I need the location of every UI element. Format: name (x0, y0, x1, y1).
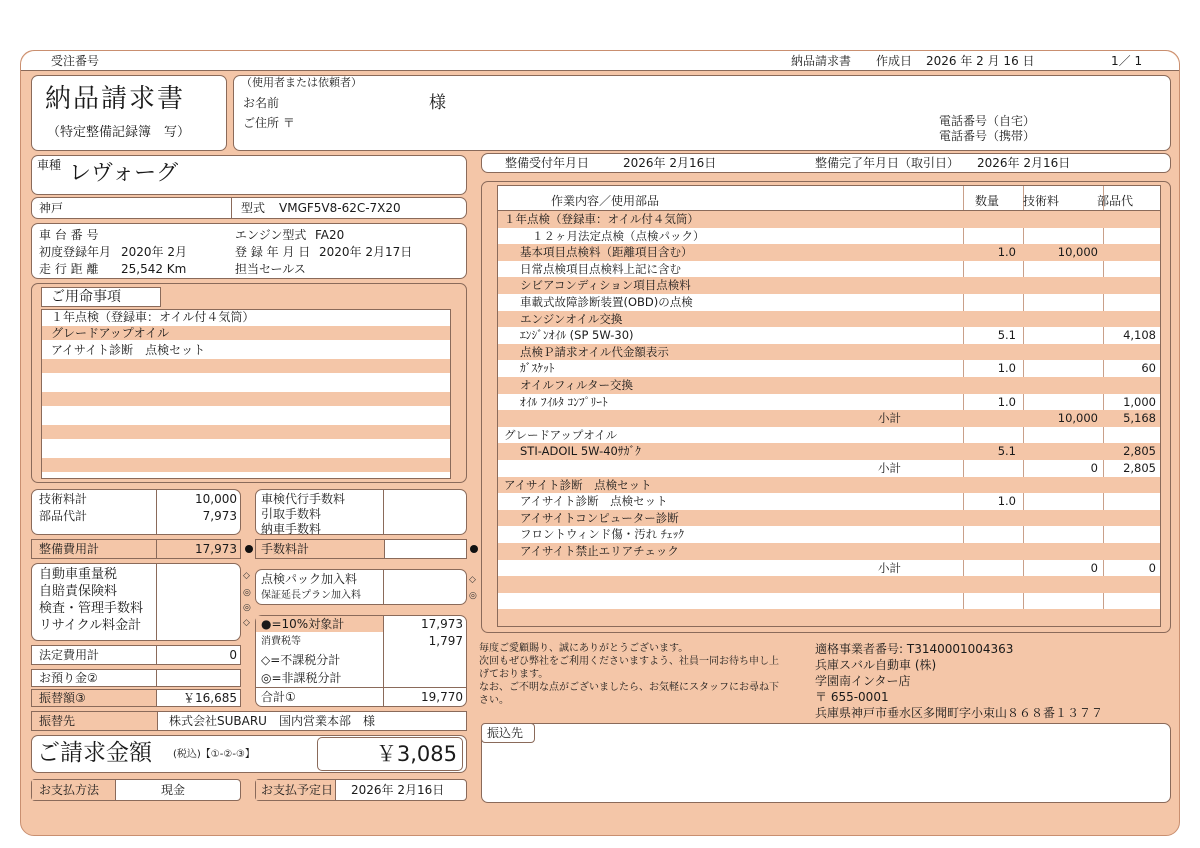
circle-symbol: ◎ (243, 603, 251, 613)
work-header-qty: 数量 (975, 194, 1000, 208)
billing-label: ご請求金額 (37, 740, 152, 766)
inspect-fee-label: 検査・管理手数料 (39, 601, 144, 616)
work-row (498, 410, 1160, 427)
diamond-symbol: ◇ (243, 571, 250, 581)
work-item: １年点検（登録車：オイル付４気筒） (504, 212, 699, 226)
dealer-zip: 〒 655-0001 (815, 690, 889, 704)
work-header-labor: 技術料 (1023, 194, 1060, 208)
totals-divider (156, 563, 157, 641)
total-label: 合計① (261, 690, 296, 704)
dealer-name: 兵庫スバル自動車 (株) (815, 658, 937, 672)
customer-phone-mobile: 電話番号（携帯） (939, 129, 1036, 143)
doc-name: 納品請求書 (791, 54, 852, 68)
transfer-to-value: 株式会社SUBARU 国内営業本部 様 (169, 714, 375, 728)
page-number: 1／ 1 (1111, 54, 1143, 68)
work-row (498, 394, 1160, 411)
work-row (498, 510, 1160, 527)
work-item: ｶﾞｽｹｯﾄ (520, 361, 555, 376)
work-row (498, 460, 1160, 477)
total-value: 19,770 (421, 690, 463, 704)
request-line: アイサイト診断 点検セット (51, 343, 206, 357)
work-qty: 1.0 (997, 494, 1016, 509)
work-item: 車載式故障診断装置(OBD)の点検 (520, 295, 693, 309)
circle-symbol: ◎ (469, 591, 477, 601)
legal-total-value: 0 (229, 648, 237, 662)
customer-name-label: お名前 (243, 96, 280, 110)
request-line: グレードアップオイル (51, 326, 170, 340)
vehicle-type-label: 車種 (37, 158, 62, 172)
work-row (498, 609, 1160, 626)
billing-note: (税込)【①-②-③】 (173, 749, 255, 760)
exempt-label: ◎=非課税分計 (261, 671, 342, 685)
dealer-reg-no: 適格事業者番号: T3140001004363 (815, 642, 1014, 656)
work-parts: 60 (1141, 361, 1156, 376)
engine-label: エンジン型式 (235, 228, 307, 242)
work-row (498, 560, 1160, 577)
work-row (498, 327, 1160, 344)
plate-divider (231, 197, 232, 219)
work-item: １２ヶ月法定点検（点検パック） (532, 228, 705, 243)
mileage-label: 走 行 距 離 (39, 262, 99, 276)
work-labor: 10,000 (1057, 411, 1098, 426)
work-row (498, 576, 1160, 593)
plate-value: 神戸 (39, 201, 64, 215)
engine-value: FA20 (315, 228, 345, 242)
legal-total-label: 法定費用計 (39, 648, 100, 662)
customer-phone-home: 電話番号（自宅） (939, 114, 1036, 128)
handling-fee-label: 手数料計 (261, 542, 310, 556)
nontax-label: ◇=不課税分計 (261, 653, 341, 667)
work-row (498, 344, 1160, 361)
created-label: 作成日 (876, 54, 913, 68)
work-item: 点検Ｐ請求オイル代金額表示 (520, 344, 669, 359)
pickup-fee-label: 引取手数料 (261, 507, 322, 521)
fees-divider (383, 489, 384, 535)
weight-tax-label: 自動車重量税 (39, 567, 118, 582)
liability-ins-label: 自賠責保険料 (39, 584, 118, 599)
work-header-parts: 部品代 (1097, 194, 1134, 208)
transfer-to-label: 振替先 (39, 714, 76, 728)
work-item: 小計 (878, 461, 901, 475)
invoice-sheet (20, 50, 1180, 836)
billing-amount: ￥3,085 (375, 742, 457, 766)
work-row (498, 427, 1160, 444)
work-item: エンジンオイル交換 (520, 311, 623, 326)
requests-title: ご用命事項 (51, 289, 121, 305)
work-item: オイルフィルター交換 (520, 378, 634, 392)
ctax-value: 1,797 (428, 634, 463, 648)
work-labor: 10,000 (1057, 245, 1098, 260)
labor-total-label: 技術料計 (39, 492, 88, 506)
tax-dot-symbol (470, 545, 478, 553)
totals-divider (156, 669, 157, 687)
tax-divider (383, 615, 384, 707)
message-line: さい。 (479, 695, 509, 706)
work-parts: 2,805 (1123, 461, 1156, 475)
work-row (498, 593, 1160, 610)
work-qty: 1.0 (997, 361, 1016, 376)
mileage-value: 25,542 Km (121, 262, 187, 276)
payment-method-value: 現金 (161, 783, 186, 797)
work-row (498, 294, 1160, 311)
parts-total-label: 部品代計 (39, 509, 88, 523)
created-date: 2026 年 2 月 16 日 (926, 54, 1035, 68)
work-table (497, 185, 1161, 627)
work-labor: 0 (1090, 461, 1098, 475)
work-row (498, 211, 1160, 228)
work-row (498, 543, 1160, 560)
stripe (42, 392, 450, 406)
customer-section-label: （使用者または依頼者） (241, 76, 362, 89)
bank-label: 振込先 (487, 726, 524, 740)
work-labor: 0 (1090, 560, 1098, 575)
customer-honorific: 様 (429, 93, 446, 113)
totals-divider (156, 489, 157, 535)
delivery-fee-label: 納車手数料 (261, 522, 322, 536)
work-item: 小計 (878, 560, 901, 575)
request-line: １年点検（登録車：オイル付４気筒） (51, 310, 255, 324)
message-line: げております。 (479, 669, 549, 680)
maint-total-value: 17,973 (195, 542, 237, 556)
totals-divider (156, 539, 157, 559)
first-reg-label: 初度登録年月 (39, 245, 112, 259)
sales-label: 担当セールス (235, 262, 306, 276)
work-row (498, 277, 1160, 294)
transfer-value: ￥16,685 (183, 691, 237, 705)
payment-due-value: 2026年 2月16日 (351, 783, 445, 797)
dealer-branch: 学園南インター店 (815, 674, 911, 688)
work-row (498, 228, 1160, 245)
totals-divider (156, 645, 157, 665)
work-qty: 5.1 (997, 328, 1016, 343)
reg-date-label: 登 録 年 月 日 (235, 245, 311, 259)
deposit-label: お預り金② (39, 671, 98, 685)
payment-due-label: お支払予定日 (261, 783, 334, 797)
order-no-label: 受注番号 (51, 54, 100, 68)
ctax-label: 消費税等 (261, 636, 301, 647)
work-parts: 0 (1148, 560, 1156, 575)
work-row (498, 360, 1160, 377)
handling-value-cell (384, 540, 466, 558)
chassis-label: 車 台 番 号 (39, 228, 99, 242)
message-line: なお、ご不明な点がございましたら、お気軽にスタッフにお尋ね下 (479, 682, 779, 693)
diamond-symbol: ◇ (243, 618, 250, 628)
dealer-address: 兵庫県神戸市垂水区多聞町字小束山８６８番１３７７ (815, 706, 1104, 720)
page-title: 納品請求書 (45, 84, 186, 114)
work-qty: 1.0 (997, 394, 1016, 409)
message-line: 毎度ご愛顧賜り、誠にありがとうございます。 (479, 643, 689, 654)
stripe (42, 359, 450, 373)
work-row (498, 261, 1160, 278)
circle-symbol: ◎ (243, 588, 251, 598)
work-item: ｴﾝｼﾞﾝｵｲﾙ (SP 5W-30) (520, 328, 634, 343)
work-parts: 5,168 (1123, 411, 1156, 426)
work-qty: 5.1 (997, 444, 1016, 459)
bank-box (481, 723, 1171, 803)
page-subtitle: （特定整備記録簿 写） (47, 125, 191, 140)
pack-fee-label: 点検パック加入料 (261, 572, 358, 586)
work-item: フロントウィンド傷・汚れ ﾁｪｯｸ (520, 527, 684, 542)
work-item: 基本項目点検料（距離項目含む） (520, 245, 693, 260)
work-row (498, 377, 1160, 394)
parts-total-value: 7,973 (202, 509, 237, 523)
work-item: アイサイトコンピューター診断 (520, 510, 679, 525)
vehicle-type-value: レヴォーグ (69, 161, 179, 186)
work-header-item: 作業内容／使用部品 (551, 194, 660, 208)
diamond-symbol: ◇ (469, 575, 476, 585)
received-value: 2026年 2月16日 (623, 156, 717, 170)
pack-divider (383, 569, 384, 605)
work-row (498, 477, 1160, 494)
stripe (42, 425, 450, 439)
taxable-value: 17,973 (421, 617, 463, 631)
model-value: VMGF5V8-62C-7X20 (279, 201, 401, 215)
work-row (498, 244, 1160, 261)
received-label: 整備受付年月日 (505, 156, 590, 170)
maint-total-label: 整備費用計 (39, 542, 100, 556)
customer-address-label: ご住所 〒 (243, 116, 295, 130)
tax-dot-symbol (245, 545, 253, 553)
first-reg-value: 2020年 2月 (121, 245, 187, 259)
work-parts: 4,108 (1123, 328, 1156, 343)
payment-method-label: お支払方法 (39, 783, 100, 797)
work-row (498, 526, 1160, 543)
labor-total-value: 10,000 (195, 492, 237, 506)
total-row-rule (256, 687, 466, 688)
model-label: 型式 (241, 201, 266, 215)
work-rows (498, 211, 1160, 626)
work-parts: 1,000 (1123, 394, 1156, 409)
work-row (498, 311, 1160, 328)
work-item: アイサイト禁止エリアチェック (520, 544, 679, 558)
message-line: 次回もぜひ弊社をご利用くださいますよう、社員一同お待ち申し上 (479, 656, 779, 667)
completed-value: 2026年 2月16日 (977, 156, 1071, 170)
work-qty: 1.0 (997, 245, 1016, 260)
warranty-fee-label: 保証延長プラン加入料 (261, 590, 361, 601)
work-item: アイサイト診断 点検セット (520, 494, 668, 509)
work-item: ｵｲﾙ ﾌｲﾙﾀ ｺﾝﾌﾟﾘｰﾄ (520, 394, 608, 409)
work-item: シビアコンディション項目点検料 (520, 278, 691, 293)
work-parts: 2,805 (1123, 444, 1156, 459)
work-item: 日常点検項目点検料上記に含む (520, 261, 681, 276)
work-row (498, 443, 1160, 460)
transfer-label: 振替額③ (39, 691, 86, 705)
stripe (42, 458, 450, 472)
inspect-agency-label: 車検代行手数料 (261, 492, 346, 506)
work-item: グレードアップオイル (504, 427, 618, 442)
completed-label: 整備完了年月日（取引日） (815, 156, 960, 170)
taxable-label: ●=10%対象計 (261, 617, 345, 631)
work-item: 小計 (878, 411, 901, 426)
work-item: アイサイト診断 点検セット (504, 477, 652, 492)
reg-date-value: 2020年 2月17日 (319, 245, 413, 259)
work-row (498, 493, 1160, 510)
recycle-fee-label: リサイクル料金計 (39, 618, 142, 633)
work-item: STI-ADOIL 5W-40ｻｶﾞｸ (520, 444, 641, 459)
